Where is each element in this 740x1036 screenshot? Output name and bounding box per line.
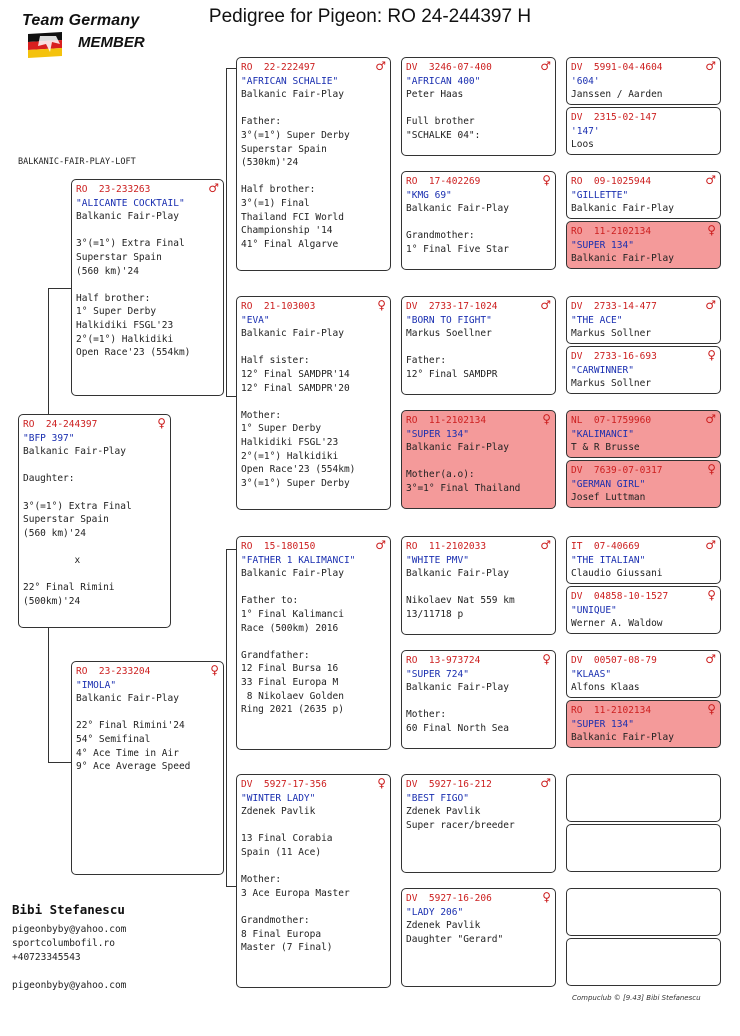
- pigeon-name: "UNIQUE": [571, 604, 617, 616]
- pedigree-note: Mother: 60 Final North Sea: [406, 709, 509, 734]
- owner: Balkanic Fair-Play: [241, 89, 344, 101]
- male-icon: ♂: [705, 59, 716, 73]
- owner: Balkanic Fair-Play: [23, 446, 126, 458]
- male-icon: ♂: [208, 181, 219, 195]
- ring-number: RO 11-2102134: [406, 415, 487, 426]
- owner: Claudio Giussani: [571, 568, 663, 580]
- pigeon-name: "THE ACE": [571, 314, 623, 326]
- pedigree-note: Daughter: 3°(=1°) Extra Final Superstar Spain (560 km)'24 x 22° Final Rimini (500km)'24: [23, 473, 132, 607]
- female-icon: ♀: [707, 462, 716, 476]
- ring-number: NL 07-1759960: [571, 415, 652, 426]
- owner: Balkanic Fair-Play: [241, 328, 344, 340]
- ring-number: RO 11-2102134: [571, 705, 652, 716]
- ring-number: DV 00507-08-79: [571, 655, 657, 666]
- pigeon-card-great-grandparent[interactable]: [401, 536, 556, 635]
- pigeon-card-mother[interactable]: [71, 661, 224, 875]
- pigeon-name: "GERMAN GIRL": [571, 478, 646, 490]
- pigeon-card-g4[interactable]: [566, 460, 721, 508]
- german-flag-eagle-icon: [26, 30, 70, 60]
- pigeon-card-subject[interactable]: [18, 414, 171, 628]
- pigeon-name: "SUPER 134": [406, 428, 469, 440]
- owner: T & R Brusse: [571, 442, 640, 454]
- owner: Markus Sollner: [571, 328, 652, 340]
- ring-number: DV 04858-10-1527: [571, 591, 669, 602]
- pigeon-card-g4-empty[interactable]: [566, 774, 721, 822]
- owner: Zdenek Pavlik: [406, 920, 481, 932]
- ring-number: RO 23-233263: [76, 184, 151, 195]
- male-icon: ♂: [705, 538, 716, 552]
- owner: Loos: [571, 139, 594, 151]
- female-icon: ♀: [542, 652, 551, 666]
- ring-number: RO 24-244397: [23, 419, 98, 430]
- connector: [226, 549, 236, 550]
- pigeon-card-g4-empty[interactable]: [566, 824, 721, 872]
- pigeon-name: "FATHER 1 KALIMANCI": [241, 554, 356, 566]
- owner: Alfons Klaas: [571, 682, 640, 694]
- pigeon-card-grandparent[interactable]: [236, 536, 391, 750]
- owner: Balkanic Fair-Play: [406, 568, 509, 580]
- pigeon-card-g4[interactable]: [566, 700, 721, 748]
- pedigree-note: Full brother "SCHALKE 04":: [406, 116, 481, 141]
- pigeon-name: "CARWINNER": [571, 364, 634, 376]
- pigeon-card-g4[interactable]: [566, 221, 721, 269]
- male-icon: ♂: [375, 59, 386, 73]
- pedigree-note: Father: 12° Final SAMDPR: [406, 355, 498, 380]
- pedigree-note: Father: 3°(=1°) Super Derby Superstar Spain (530km)'24 Half brother: 3°(=1) Final Thailand FCI World Championship '14 41° Final Algarve: [241, 116, 350, 250]
- pedigree-note: Father to: 1° Final Kalimanci Race (500km) 2016 Grandfather: 12 Final Bursa 16 33 Final Europa M 8 Nikolaev Golden Ring 2021 (2635 p): [241, 595, 344, 716]
- pigeon-card-g4[interactable]: [566, 107, 721, 155]
- pigeon-card-g4[interactable]: [566, 296, 721, 344]
- pigeon-card-great-grandparent[interactable]: [401, 410, 556, 509]
- male-icon: ♂: [705, 652, 716, 666]
- pigeon-name: "ALICANTE COCKTAIL": [76, 197, 185, 209]
- pigeon-name: "KLAAS": [571, 668, 612, 680]
- male-icon: ♂: [705, 412, 716, 426]
- owner: Balkanic Fair-Play: [76, 693, 179, 705]
- female-icon: ♀: [157, 416, 166, 430]
- owner: Zdenek Pavlik: [241, 806, 316, 818]
- connector: [226, 661, 227, 886]
- owner: Balkanic Fair-Play: [571, 253, 674, 265]
- female-icon: ♀: [707, 702, 716, 716]
- ring-number: DV 5927-17-356: [241, 779, 327, 790]
- pigeon-name: "SUPER 134": [571, 239, 634, 251]
- ring-number: RO 11-2102033: [406, 541, 487, 552]
- pigeon-card-great-grandparent[interactable]: [401, 774, 556, 873]
- connector: [226, 68, 236, 69]
- pedigree-note: Daughter "Gerard": [406, 933, 504, 945]
- pigeon-card-great-grandparent[interactable]: [401, 171, 556, 270]
- ring-number: RO 23-233204: [76, 666, 151, 677]
- pigeon-card-g4[interactable]: [566, 346, 721, 394]
- ring-number: DV 5927-16-206: [406, 893, 492, 904]
- owner: Balkanic Fair-Play: [241, 568, 344, 580]
- female-icon: ♀: [707, 588, 716, 602]
- owner: Balkanic Fair-Play: [571, 732, 674, 744]
- pigeon-name: "THE ITALIAN": [571, 554, 646, 566]
- pedigree-note: Grandmother: 1° Final Five Star: [406, 230, 509, 255]
- logo-line1: Team Germany: [22, 12, 140, 29]
- owner: Balkanic Fair-Play: [406, 682, 509, 694]
- pigeon-card-g4[interactable]: [566, 57, 721, 105]
- pedigree-note: 3°(=1°) Extra Final Superstar Spain (560 km)'24 Half brother: 1° Super Derby Halkidiki FSGL'23 2°(=1°) Halkidiki Open Race'23 (554km): [76, 238, 191, 359]
- ring-number: RO 09-1025944: [571, 176, 652, 187]
- pigeon-card-g4[interactable]: [566, 171, 721, 219]
- pigeon-name: "AFRICAN SCHALIE": [241, 75, 339, 87]
- owner: Markus Sollner: [571, 378, 652, 390]
- ring-number: RO 11-2102134: [571, 226, 652, 237]
- connector: [48, 628, 49, 762]
- owner: Markus Soellner: [406, 328, 492, 340]
- pigeon-card-g4[interactable]: [566, 536, 721, 584]
- page-title: Pedigree for Pigeon: RO 24-244397 H: [208, 6, 532, 27]
- female-icon: ♀: [707, 348, 716, 362]
- pigeon-name: '147': [571, 125, 600, 137]
- pigeon-name: "BEST FIGO": [406, 792, 469, 804]
- connector: [226, 886, 236, 887]
- pedigree-note: Half sister: 12° Final SAMDPR'14 12° Final SAMDPR'20 Mother: 1° Super Derby Halkidiki FSGL'23 2°(=1°) Halkidiki Open Race'23 (554km) 3°(=1°) Super Derby: [241, 355, 356, 489]
- pigeon-card-great-grandparent[interactable]: [401, 296, 556, 395]
- pigeon-card-grandparent[interactable]: [236, 57, 391, 271]
- owner: Balkanic Fair-Play: [406, 442, 509, 454]
- pigeon-card-grandparent[interactable]: [236, 296, 391, 510]
- owner: Janssen / Aarden: [571, 89, 663, 101]
- pigeon-name: "BFP 397": [23, 432, 75, 444]
- ring-number: DV 2733-14-477: [571, 301, 657, 312]
- male-icon: ♂: [540, 538, 551, 552]
- owner: Peter Haas: [406, 89, 464, 101]
- male-icon: ♂: [540, 298, 551, 312]
- owner: Balkanic Fair-Play: [76, 211, 179, 223]
- female-icon: ♀: [542, 173, 551, 187]
- breeder-website[interactable]: sportcolumbofil.ro: [12, 938, 115, 949]
- ring-number: DV 5927-16-212: [406, 779, 492, 790]
- ring-number: RO 17-402269: [406, 176, 481, 187]
- female-icon: ♀: [542, 890, 551, 904]
- ring-number: DV 2733-17-1024: [406, 301, 498, 312]
- pedigree-note: 22° Final Rimini'24 54° Semifinal 4° Ace Time in Air 9° Ace Average Speed: [76, 720, 191, 773]
- ring-number: DV 3246-07-400: [406, 62, 492, 73]
- ring-number: RO 13-973724: [406, 655, 481, 666]
- pigeon-name: "SUPER 724": [406, 668, 469, 680]
- owner: Balkanic Fair-Play: [571, 203, 674, 215]
- pigeon-name: "KMG 69": [406, 189, 452, 201]
- software-credit: Compuclub © [9.43] Bibi Stefanescu: [572, 994, 701, 1002]
- pigeon-name: "KALIMANCI": [571, 428, 634, 440]
- pedigree-note: 13 Final Corabia Spain (11 Ace) Mother: 3 Ace Europa Master Grandmother: 8 Final Europa Master (7 Final): [241, 833, 350, 954]
- pigeon-card-g4[interactable]: [566, 650, 721, 698]
- male-icon: ♂: [705, 173, 716, 187]
- ring-number: RO 22-222497: [241, 62, 316, 73]
- owner: Werner A. Waldow: [571, 618, 663, 630]
- female-icon: ♀: [542, 412, 551, 426]
- connector: [226, 549, 227, 661]
- pigeon-card-g4[interactable]: [566, 586, 721, 634]
- pigeon-name: "LADY 206": [406, 906, 464, 918]
- female-icon: ♀: [707, 223, 716, 237]
- male-icon: ♂: [540, 776, 551, 790]
- pigeon-card-great-grandparent[interactable]: [401, 57, 556, 156]
- male-icon: ♂: [540, 59, 551, 73]
- loft-name: BALKANIC-FAIR-PLAY-LOFT: [18, 157, 136, 167]
- connector: [48, 762, 71, 763]
- female-icon: ♀: [377, 776, 386, 790]
- connector: [48, 288, 71, 289]
- male-icon: ♂: [705, 298, 716, 312]
- pedigree-note: Super racer/breeder: [406, 819, 515, 831]
- pigeon-name: "IMOLA": [76, 679, 117, 691]
- pigeon-card-father[interactable]: [71, 179, 224, 396]
- pigeon-name: "EVA": [241, 314, 270, 326]
- pedigree-note: Nikolaev Nat 559 km 13/11718 p: [406, 595, 515, 620]
- pigeon-name: "GILLETTE": [571, 189, 629, 201]
- ring-number: IT 07-40669: [571, 541, 640, 552]
- logo-line2: MEMBER: [78, 34, 145, 51]
- ring-number: RO 15-180150: [241, 541, 316, 552]
- male-icon: ♂: [375, 538, 386, 552]
- team-germany-logo: [18, 12, 168, 58]
- pigeon-card-g4-empty[interactable]: [566, 938, 721, 986]
- connector: [226, 68, 227, 298]
- pigeon-card-g4[interactable]: [566, 410, 721, 458]
- pigeon-card-great-grandparent[interactable]: [401, 650, 556, 749]
- pigeon-card-great-grandparent[interactable]: [401, 888, 556, 987]
- ring-number: DV 2733-16-693: [571, 351, 657, 362]
- breeder-phone: +40723345543: [12, 952, 81, 963]
- pigeon-name: "WHITE PMV": [406, 554, 469, 566]
- pigeon-name: '604': [571, 75, 600, 87]
- owner: Zdenek Pavlik: [406, 806, 481, 818]
- connector: [48, 288, 49, 415]
- owner: Balkanic Fair-Play: [406, 203, 509, 215]
- ring-number: DV 5991-04-4604: [571, 62, 663, 73]
- pigeon-name: "SUPER 134": [571, 718, 634, 730]
- pedigree-note: Mother(a.o): 3°=1° Final Thailand: [406, 469, 521, 494]
- connector: [226, 396, 236, 397]
- ring-number: RO 21-103003: [241, 301, 316, 312]
- owner: Josef Luttman: [571, 492, 646, 504]
- pigeon-name: "BORN TO FIGHT": [406, 314, 492, 326]
- breeder-name: Bibi Stefanescu: [12, 902, 125, 917]
- female-icon: ♀: [377, 298, 386, 312]
- breeder-email-secondary[interactable]: pigeonbyby@yahoo.com: [12, 980, 127, 991]
- pigeon-name: "AFRICAN 400": [406, 75, 481, 87]
- ring-number: DV 2315-02-147: [571, 112, 657, 123]
- connector: [226, 298, 227, 396]
- pigeon-name: "WINTER LADY": [241, 792, 316, 804]
- pigeon-card-grandparent[interactable]: [236, 774, 391, 988]
- pigeon-card-g4-empty[interactable]: [566, 888, 721, 936]
- breeder-email[interactable]: pigeonbyby@yahoo.com: [12, 924, 127, 935]
- ring-number: DV 7639-07-0317: [571, 465, 663, 476]
- female-icon: ♀: [210, 663, 219, 677]
